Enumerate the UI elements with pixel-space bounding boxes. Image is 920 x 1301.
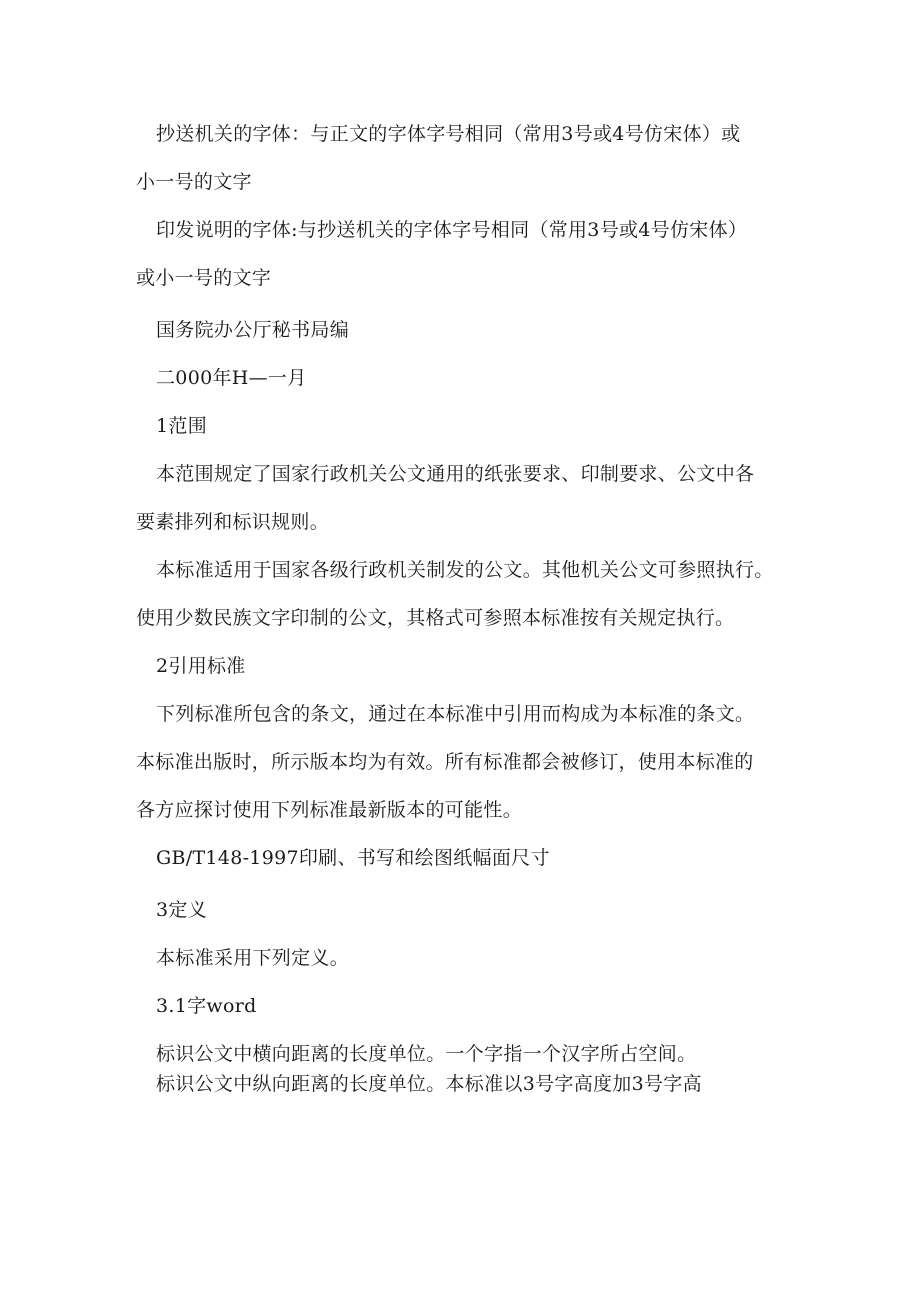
section-heading-references: 2引用标准 [156, 655, 246, 677]
definition-line-text: 标识公文中纵向距离的长度单位。本标准以3号字高度加3号字高 [156, 1073, 702, 1095]
definitions-intro: 本标准采用下列定义。 [156, 947, 350, 969]
applicability-paragraph-line1: 本标准适用于国家各级行政机关制发的公文。其他机关公文可参照执行。 [156, 559, 774, 581]
references-paragraph-line2: 本标准出版时，所示版本均为有效。所有标准都会被修订，使用本标准的 [136, 751, 754, 773]
definition-word-text: 标识公文中横向距离的长度单位。一个字指一个汉字所占空间。 [156, 1043, 697, 1065]
references-paragraph-line3: 各方应探讨使用下列标准最新版本的可能性。 [136, 799, 523, 821]
scope-paragraph-line1: 本范围规定了国家行政机关公文通用的纸张要求、印制要求、公文中各 [156, 463, 755, 485]
paragraph-print-note-line1: 印发说明的字体:与抄送机关的字体字号相同（常用3号或4号仿宋体） [156, 219, 748, 241]
date-line: 二000年H—一月 [156, 367, 307, 389]
scope-paragraph-line2: 要素排列和标识规则。 [136, 511, 330, 533]
references-paragraph-line1: 下列标准所包含的条文，通过在本标准中引用而构成为本标准的条文。 [156, 703, 755, 725]
paragraph-cc-font-line2: 小一号的文字 [136, 171, 252, 193]
definition-heading-word: 3.1字word [156, 995, 257, 1017]
paragraph-print-note-line2: 或小一号的文字 [136, 267, 272, 289]
editor-line: 国务院办公厅秘书局编 [156, 319, 350, 341]
section-heading-scope: 1范围 [156, 415, 207, 437]
section-heading-definitions: 3定义 [156, 899, 207, 921]
applicability-paragraph-line2: 使用少数民族文字印制的公文，其格式可参照本标准按有关规定执行。 [136, 607, 735, 629]
paragraph-cc-font-line1: 抄送机关的字体：与正文的字体字号相同（常用3号或4号仿宋体）或 [156, 123, 741, 145]
reference-standard-item: GB/T148-1997印刷、书写和绘图纸幅面尺寸 [156, 847, 550, 869]
